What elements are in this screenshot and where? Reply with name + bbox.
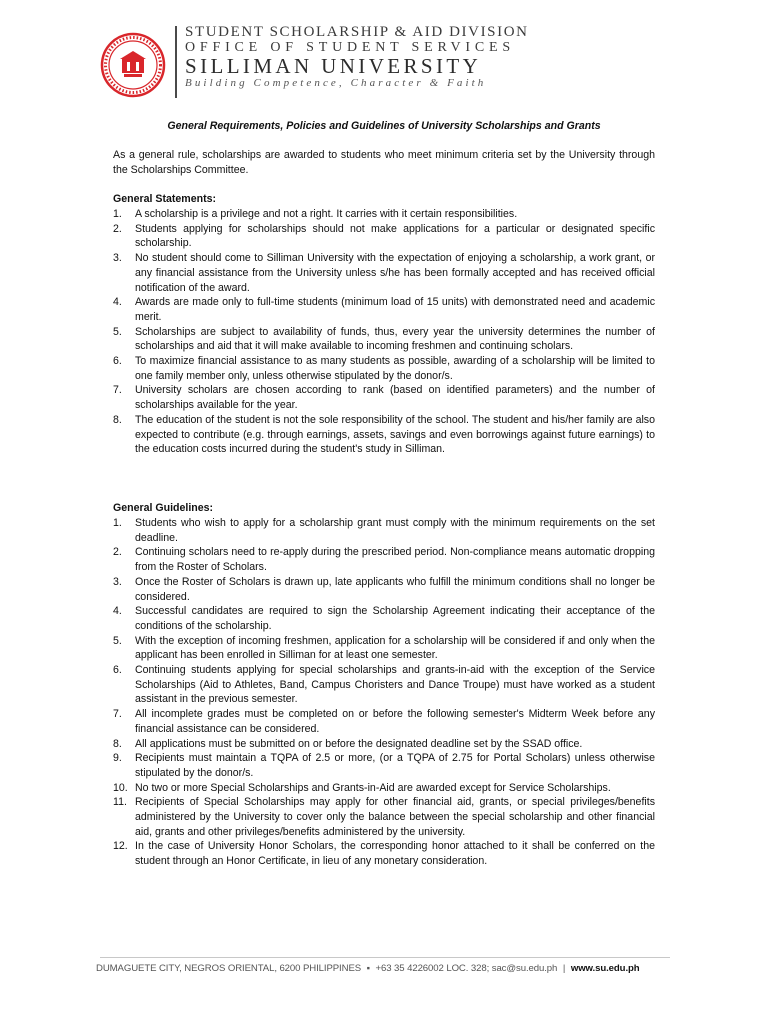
item-number: 1. (113, 517, 122, 529)
list-item (113, 325, 655, 354)
footer-address: DUMAGUETE CITY, NEGROS ORIENTAL, 6200 PHILIPPINES (96, 963, 362, 974)
item-number: 8. (113, 737, 122, 750)
list-item (113, 795, 655, 839)
footer-website-link[interactable]: www.su.edu.ph (570, 963, 640, 974)
item-text: Continuing scholars need to re-apply during the prescribed period. Non-compliance means automatic dropping from the Roster of Scholars. (135, 546, 655, 574)
item-number: 8. (113, 413, 122, 426)
item-text: Students who wish to apply for a scholarship grant must comply with the minimum requirements on the set deadline. (135, 517, 655, 544)
item-text: No student should come to Silliman University with the expectation of enjoying a scholarship, a work grant, or any financial assistance from the University unless s/he has been formally accepted and has received official notification of the award. (135, 252, 655, 294)
list-item (113, 737, 655, 752)
list-item (113, 516, 655, 545)
list-item (113, 354, 655, 383)
list-item (113, 604, 655, 633)
item-text: Recipients of Special Scholarships may apply for other financial aid, grants, or special privileges/benefits administered by the University to cover only the balance between the special scholarship and other financial aid, grants and other privileges/benefits administered by the university. (135, 796, 655, 838)
item-number: 7. (113, 384, 122, 397)
item-number: 1. (113, 208, 122, 220)
list-item (113, 383, 655, 412)
item-number: 6. (113, 355, 122, 368)
item-number: 5. (113, 325, 122, 338)
section-heading-guidelines: General Guidelines: (113, 502, 214, 514)
item-text: Awards are made only to full-time students (minimum load of 15 units) with demonstrated need and academic merit. (135, 296, 655, 323)
list-item (113, 634, 655, 663)
item-text: All applications must be submitted on or before the designated deadline set by the SSAD office. (135, 737, 583, 750)
statements-list (113, 207, 655, 457)
item-text: Students applying for scholarships should not make applications for a particular or designated specific scholarship. (135, 222, 655, 250)
item-text: Continuing students applying for special scholarships and grants-in-aid with the exception of the Service Scholarships (Aid to Athletes, Band, Campus Choristers and Dance Troupe) must have worked as a student assistant in the previous semester. (135, 664, 655, 706)
item-text: Recipients must maintain a TQPA of 2.5 or more, (or a TQPA of 2.75 for Portal Scholars) unless otherwise stipulated by the donor/s. (135, 752, 655, 779)
list-item (113, 839, 655, 868)
item-text: Once the Roster of Scholars is drawn up, late applicants who fulfill the minimum conditions shall no longer be considered. (135, 575, 655, 603)
item-text: All incomplete grades must be completed on or before the following semester's Midterm Week before any financial assistance can be considered. (135, 708, 655, 735)
item-number: 3. (113, 575, 122, 588)
item-number: 7. (113, 708, 122, 721)
item-text: Scholarships are subject to availability of funds, thus, every year the university determines the number of scholarships and aid that it will make available to incoming freshmen and continuing scholars. (135, 325, 655, 353)
item-number: 10. (113, 781, 128, 794)
division-name: STUDENT SCHOLARSHIP & AID DIVISION (185, 24, 529, 40)
item-text: In the case of University Honor Scholars, the corresponding honor attached to it shall be conferred on the student through an Honor Certificate, in lieu of any monetary consideration. (135, 840, 655, 868)
item-number: 11. (113, 796, 127, 809)
footer (96, 963, 640, 974)
office-name: OFFICE OF STUDENT SERVICES (185, 40, 515, 55)
item-text: With the exception of incoming freshmen, application for a scholarship will be considered if and only when the applicant has been enrolled in Silliman for at least one semester. (135, 634, 655, 662)
header-divider (175, 26, 177, 98)
university-motto: Building Competence, Character & Faith (185, 77, 487, 89)
item-number: 6. (113, 664, 122, 677)
item-number: 12. (113, 840, 128, 853)
item-number: 4. (113, 605, 122, 618)
item-text: University scholars are chosen according to rank (based on identified parameters) and the number of scholarships available for the year. (135, 384, 655, 412)
footer-divider: | (562, 963, 566, 974)
item-number: 4. (113, 296, 122, 309)
item-text: The education of the student is not the sole responsibility of the school. The student and his/her family are also expected to contribute (e.g. through earnings, assets, savings and even borrowings against future earnings) to the education costs incurred during the student's study in Silliman. (135, 413, 655, 456)
list-item (113, 707, 655, 736)
list-item (113, 295, 655, 324)
list-item (113, 413, 655, 457)
list-item (113, 781, 655, 796)
item-text: To maximize financial assistance to as many students as possible, awarding of a scholarship will be limited to one family member only, unless otherwise stipulated by the donor/s. (135, 355, 655, 382)
item-number: 2. (113, 546, 122, 559)
list-item (113, 663, 655, 707)
footer-phone: +63 35 4226002 (375, 963, 444, 974)
footer-bullet-icon: ▪ (366, 963, 370, 974)
item-number: 2. (113, 222, 122, 235)
footer-rule (100, 957, 670, 958)
item-text: No two or more Special Scholarships and Grants-in-Aid are awarded except for Service Scholarships. (135, 781, 611, 794)
item-number: 5. (113, 634, 122, 647)
list-item (113, 545, 655, 574)
list-item (113, 751, 655, 780)
item-text: Successful candidates are required to sign the Scholarship Agreement indicating their acceptance of the conditions of the scholarship. (135, 605, 655, 632)
item-number: 9. (113, 752, 122, 765)
section-heading-statements: General Statements: (113, 193, 217, 205)
university-name: SILLIMAN UNIVERSITY (185, 54, 482, 78)
item-number: 3. (113, 252, 122, 265)
university-seal-icon (100, 32, 166, 98)
intro-paragraph: As a general rule, scholarships are awarded to students who meet minimum criteria set by the University through the Scholarships Committee. (113, 149, 655, 176)
list-item (113, 251, 655, 295)
list-item (113, 207, 655, 222)
list-item (113, 222, 655, 251)
item-text: A scholarship is a privilege and not a right. It carries with it certain responsibilities. (135, 208, 518, 220)
document-title: General Requirements, Policies and Guidelines of University Scholarships and Grants (167, 120, 601, 132)
list-item (113, 575, 655, 604)
footer-email[interactable]: sac@su.edu.ph (491, 963, 558, 974)
footer-local: LOC. 328; (446, 963, 490, 974)
guidelines-list (113, 516, 655, 869)
